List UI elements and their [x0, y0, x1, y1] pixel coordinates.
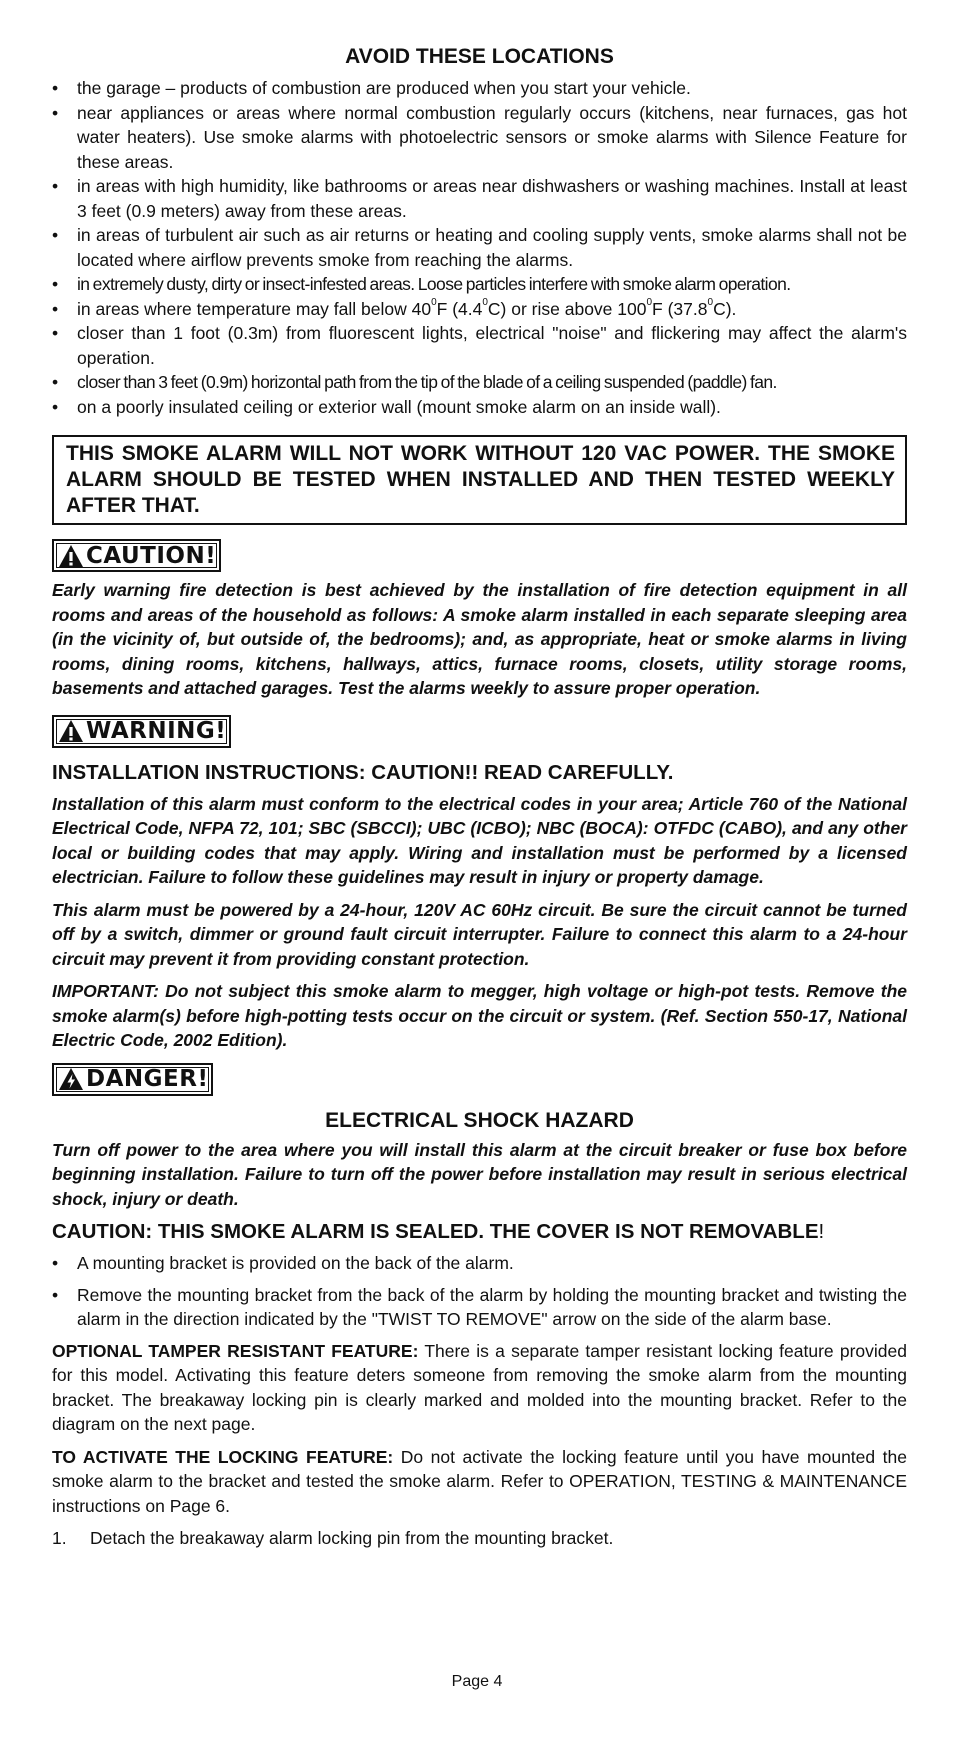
list-item: • in areas with high humidity, like bathrooms or areas near dishwashers or washing machines. Install at least 3 feet (0.9 meters) away from these areas. — [52, 174, 907, 223]
list-item-temperature: • in areas where temperature may fall below $40^0F$ $(4.4^0C)$ or rise above $100^0F$ (37.8$^0$C). — [52, 297, 907, 322]
sealed-heading: CAUTION: THIS SMOKE ALARM IS SEALED. THE COVER IS NOT REMOVABLE! — [52, 1220, 825, 1243]
list-item: • closer than 3 feet (0.9m) horizontal path from the tip of the blade of a ceiling suspended (paddle) fan. — [52, 370, 907, 395]
warning-badge — [52, 715, 231, 748]
list-item: • Remove the mounting bracket from the back of the alarm by holding the mounting bracket and twisting the alarm in the direction indicated by the "TWIST TO REMOVE" arrow on the side of the alarm base. — [52, 1283, 907, 1332]
installation-paragraph: Installation of this alarm must conform to the electrical codes in your area; Article 760 of the National Electrical Code, NFPA 72, 101; SBC (SBCCI); UBC (ICBO); NBC (BOCA): OTFDC (CABO), and any other local or building codes that may apply. Wiring and installation must be performed by a licensed electrician. Failure to follow these guidelines may result in injury or property damage. — [52, 793, 907, 887]
manual-page — [52, 44, 907, 1551]
avoid-heading: AVOID THESE LOCATIONS — [345, 45, 614, 68]
warning-badge-label: WARNING! — [86, 718, 227, 744]
list-item: • in extremely dusty, dirty or insect-infested areas. Loose particles interfere with smoke alarm operation. — [52, 272, 907, 297]
shock-hazard-heading: ELECTRICAL SHOCK HAZARD — [325, 1108, 634, 1132]
danger-badge — [52, 1063, 213, 1096]
activate-paragraph: TO ACTIVATE THE LOCKING FEATURE: Do not activate the locking feature until you have mounted the smoke alarm to the bracket and tested the smoke alarm. Refer to OPERATION, TESTING & MAINTENANCE instructions on Page 6. — [52, 1446, 907, 1516]
installation-heading: INSTALLATION INSTRUCTIONS: CAUTION!! READ CAREFULLY. — [52, 760, 674, 784]
important-paragraph: IMPORTANT: Do not subject this smoke alarm to megger, high voltage or high-pot tests. Remove the smoke alarm(s) before high-potting tests occur on the circuit or system. (Ref. Section 550-17, National Electric Code, 2002 Edition). — [52, 981, 907, 1050]
list-item: • in areas of turbulent air such as air returns or heating and cooling supply vents, smoke alarms shall not be located where airflow prevents smoke from reaching the alarms. — [52, 223, 907, 272]
warning-triangle-icon — [58, 719, 84, 743]
list-item: • A mounting bracket is provided on the back of the alarm. — [52, 1251, 907, 1276]
caution-badge-label: CAUTION! — [86, 542, 217, 569]
page-number: Page 4 — [451, 1673, 503, 1690]
avoid-list — [52, 76, 907, 419]
sealed-list — [52, 1251, 907, 1332]
tamper-paragraph: OPTIONAL TAMPER RESISTANT FEATURE: There is a separate tamper resistant locking feature provided for this model. Activating this feature deters someone from removing the smoke alarm from the mounting bracket. The breakaway locking pin is clearly marked and molded into the mounting bracket. Refer to the diagram on the next page. — [52, 1340, 907, 1434]
caution-badge — [52, 539, 221, 572]
power-notice-box: THIS SMOKE ALARM WILL NOT WORK WITHOUT 120 VAC POWER. THE SMOKE ALARM SHOULD BE TESTED WHEN INSTALLED AND THEN TESTED WEEKLY AFTER THAT. — [52, 435, 907, 525]
list-item: • closer than 1 foot (0.3m) from fluorescent lights, electrical "noise" and flickering may affect the alarm's operation. — [52, 321, 907, 370]
list-item: • the garage – products of combustion are produced when you start your vehicle. — [52, 76, 907, 101]
shock-hazard-text: Turn off power to the area where you will install this alarm at the circuit breaker or fuse box before beginning installation. Failure to turn off the power before installation may result in serious electrical shock, injury or death. — [52, 1139, 907, 1209]
list-item: • on a poorly insulated ceiling or exterior wall (mount smoke alarm on an inside wall). — [52, 395, 907, 420]
warning-triangle-icon — [58, 544, 84, 568]
lightning-triangle-icon — [58, 1067, 84, 1091]
power-circuit-paragraph: This alarm must be powered by a 24-hour, 120V AC 60Hz circuit. Be sure the circuit cannot be turned off by a switch, dimmer or ground fault circuit interrupter. Failure to connect this alarm to a 24-hour circuit may prevent it from providing constant protection. — [52, 899, 907, 969]
step-item: 1. Detach the breakaway alarm locking pin from the mounting bracket. — [52, 1528, 614, 1548]
caution-text: Early warning fire detection is best achieved by the installation of fire detection equipment in all rooms and areas of the household as follows: A smoke alarm installed in each separate sleeping area (in the vicinity of, but outside of, the bedrooms); and, as appropriate, heat or smoke alarms in living rooms, dining rooms, kitchens, hallways, attics, furnace rooms, closets, utility storage rooms, basements and attached garages. Test the alarms weekly to assure proper operation. — [52, 580, 907, 698]
list-item: • near appliances or areas where normal combustion regularly occurs (kitchens, near furnaces, gas hot water heaters). Use smoke alarms with photoelectric sensors or smoke alarms with Silence Feature for these areas. — [52, 101, 907, 175]
danger-badge-label: DANGER! — [86, 1066, 209, 1092]
